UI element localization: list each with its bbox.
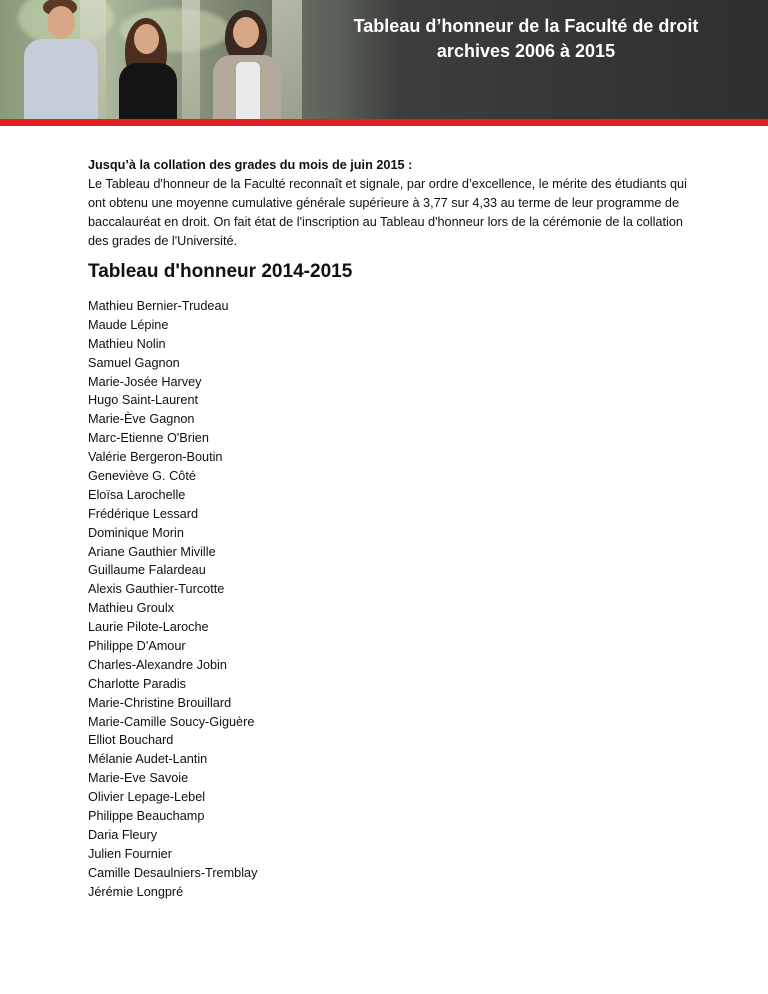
accent-divider xyxy=(0,119,768,126)
list-item: Geneviève G. Côté xyxy=(88,469,196,484)
title-line-2: archives 2006 à 2015 xyxy=(436,41,616,61)
list-item: Mathieu Groulx xyxy=(88,601,175,616)
list-item: Mélanie Audet-Lantin xyxy=(88,752,208,767)
document-body xyxy=(88,156,692,902)
list-item: Olivier Lepage-Lebel xyxy=(88,790,206,805)
list-item: Marie-Eve Savoie xyxy=(88,771,189,786)
list-item: Marie-Christine Brouillard xyxy=(88,695,232,710)
list-item: Mathieu Nolin xyxy=(88,336,166,351)
list-item: Laurie Pilote-Laroche xyxy=(88,620,209,635)
honor-roll-heading: Tableau d'honneur 2014-2015 xyxy=(88,261,353,282)
list-item: Philippe D'Amour xyxy=(88,639,186,654)
list-item: Jérémie Longpré xyxy=(88,884,184,899)
list-item: Charlotte Paradis xyxy=(88,676,187,691)
list-item: Philippe Beauchamp xyxy=(88,809,205,824)
list-item: Camille Desaulniers-Tremblay xyxy=(88,865,258,880)
list-item: Marc-Etienne O'Brien xyxy=(88,431,209,446)
student-figure xyxy=(111,0,184,119)
list-item: Hugo Saint-Laurent xyxy=(88,393,199,408)
header-banner xyxy=(0,0,768,119)
list-item: Marie-Camille Soucy-Giguère xyxy=(88,714,255,729)
list-item: Mathieu Bernier-Trudeau xyxy=(88,299,229,313)
list-item: Guillaume Falardeau xyxy=(88,563,206,578)
intro-paragraph: Le Tableau d'honneur de la Faculté reconnaît et signale, par ordre d’excellence, le mérite des étudiants qui ont obtenu une moyenne cumulative générale supérieure à 3,77 sur 4,33 au terme de leur programme de baccalauréat en droit. On fait état de l'inscription au Tableau d'honneur lors de la cérémonie de la collation des grades de l'Université. xyxy=(88,177,687,248)
list-item: Alexis Gauthier-Turcotte xyxy=(88,582,225,597)
list-item: Marie-Josée Harvey xyxy=(88,374,202,389)
student-figure xyxy=(205,0,287,119)
tree-trunk xyxy=(182,0,200,119)
honor-roll-list xyxy=(88,297,692,902)
title-line-1: Tableau d’honneur de la Faculté de droit xyxy=(353,16,699,36)
intro-heading: Jusqu’à la collation des grades du mois de juin 2015 : xyxy=(88,158,413,172)
student-figure xyxy=(18,0,104,119)
list-item: Maude Lépine xyxy=(88,317,169,332)
list-item: Frédérique Lessard xyxy=(88,506,199,521)
list-item: Valérie Bergeron-Boutin xyxy=(88,450,223,465)
list-item: Julien Fournier xyxy=(88,846,172,861)
list-item: Dominique Morin xyxy=(88,525,184,540)
list-item: Charles-Alexandre Jobin xyxy=(88,657,227,672)
students-photo xyxy=(0,0,320,119)
list-item: Ariane Gauthier Miville xyxy=(88,544,216,559)
list-item: Daria Fleury xyxy=(88,827,158,842)
list-item: Eloïsa Larochelle xyxy=(88,487,186,502)
list-item: Marie-Ève Gagnon xyxy=(88,412,195,427)
list-item: Elliot Bouchard xyxy=(88,733,174,748)
list-item: Samuel Gagnon xyxy=(88,355,180,370)
page-title xyxy=(340,14,712,64)
